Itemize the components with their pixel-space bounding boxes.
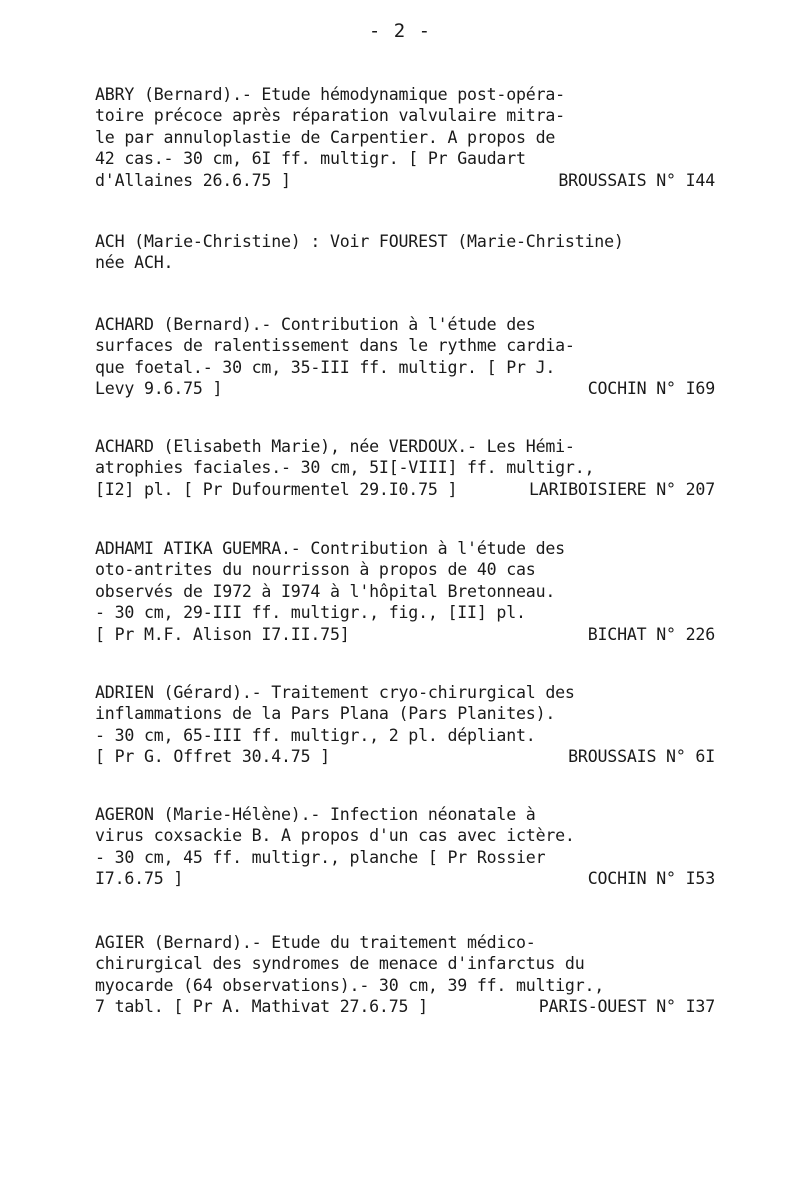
entry-line: ABRY (Bernard).- Etude hémodynamique post-opéra- bbox=[95, 85, 565, 104]
entry-line: AGERON (Marie-Hélène).- Infection néonatale à bbox=[95, 805, 536, 824]
entry-line: surfaces de ralentissement dans le rythme cardia- bbox=[95, 336, 575, 356]
library-reference: LARIBOISIERE N° 207 bbox=[528, 479, 715, 499]
page-number: - 2 - bbox=[368, 20, 432, 42]
library-reference: COCHIN N° I69 bbox=[587, 379, 715, 399]
entry-final-line bbox=[95, 868, 715, 889]
entry-line: ACH (Marie-Christine) : Voir FOUREST (Marie-Christine) bbox=[95, 232, 624, 251]
entry-line: ADRIEN (Gérard).- Traitement cryo-chirurgical des bbox=[95, 683, 575, 702]
entry-line: 7 tabl. [ Pr A. Mathivat 27.6.75 ] bbox=[95, 997, 428, 1017]
entry-final-line bbox=[95, 479, 715, 500]
thesis-entry bbox=[95, 932, 715, 1018]
thesis-entry bbox=[95, 231, 715, 274]
entry-final-line bbox=[95, 746, 715, 767]
entry-line: que foetal.- 30 cm, 35-III ff. multigr. [ Pr J. bbox=[95, 357, 556, 377]
library-reference: BROUSSAIS N° I44 bbox=[558, 170, 715, 190]
entry-final-line bbox=[95, 378, 715, 399]
entry-line: née ACH. bbox=[95, 253, 174, 273]
entry-final-line bbox=[95, 252, 715, 273]
entry-line: Levy 9.6.75 ] bbox=[95, 379, 223, 399]
entry-final-line bbox=[95, 170, 715, 191]
entry-final-line bbox=[95, 996, 715, 1017]
entry-line: ACHARD (Bernard).- Contribution à l'étude des bbox=[95, 315, 536, 334]
library-reference: BICHAT N° 226 bbox=[587, 624, 715, 644]
entry-line: - 30 cm, 45 ff. multigr., planche [ Pr Rossier bbox=[95, 847, 546, 867]
entry-line: [I2] pl. [ Pr Dufourmentel 29.I0.75 ] bbox=[95, 479, 458, 499]
entry-line: [ Pr G. Offret 30.4.75 ] bbox=[95, 747, 330, 767]
thesis-entry bbox=[95, 436, 715, 500]
thesis-entry bbox=[95, 314, 715, 400]
thesis-entry bbox=[95, 538, 715, 645]
entry-line: ADHAMI ATIKA GUEMRA.- Contribution à l'étude des bbox=[95, 539, 565, 558]
entry-line: I7.6.75 ] bbox=[95, 869, 184, 889]
entry-line: atrophies faciales.- 30 cm, 5I[-VIII] ff. multigr., bbox=[95, 458, 595, 478]
entry-line: virus coxsackie B. A propos d'un cas avec ictère. bbox=[95, 826, 575, 846]
library-reference: BROUSSAIS N° 6I bbox=[568, 747, 715, 767]
entry-line: ACHARD (Elisabeth Marie), née VERDOUX.- Les Hémi- bbox=[95, 437, 575, 456]
library-reference: PARIS-OUEST N° I37 bbox=[538, 997, 715, 1017]
thesis-entry bbox=[95, 804, 715, 890]
entry-line: - 30 cm, 65-III ff. multigr., 2 pl. dépliant. bbox=[95, 725, 536, 745]
entry-line: inflammations de la Pars Plana (Pars Planites). bbox=[95, 704, 556, 724]
entry-line: chirurgical des syndromes de menace d'infarctus du bbox=[95, 954, 585, 974]
entry-line: - 30 cm, 29-III ff. multigr., fig., [II] pl. bbox=[95, 603, 526, 623]
entry-line: d'Allaines 26.6.75 ] bbox=[95, 170, 291, 190]
entry-final-line bbox=[95, 624, 715, 645]
entry-line: toire précoce après réparation valvulaire mitra- bbox=[95, 106, 565, 126]
entry-line: [ Pr M.F. Alison I7.II.75] bbox=[95, 624, 350, 644]
entry-line: 42 cas.- 30 cm, 6I ff. multigr. [ Pr Gaudart bbox=[95, 149, 526, 169]
entry-line: observés de I972 à I974 à l'hôpital Bretonneau. bbox=[95, 581, 556, 601]
entry-line: myocarde (64 observations).- 30 cm, 39 ff. multigr., bbox=[95, 975, 605, 995]
entry-line: AGIER (Bernard).- Etude du traitement médico- bbox=[95, 933, 536, 952]
thesis-entry bbox=[95, 84, 715, 191]
entry-line: oto-antrites du nourrisson à propos de 40 cas bbox=[95, 560, 536, 580]
library-reference: COCHIN N° I53 bbox=[587, 869, 715, 889]
entry-line: le par annuloplastie de Carpentier. A propos de bbox=[95, 127, 556, 147]
thesis-entry bbox=[95, 682, 715, 768]
